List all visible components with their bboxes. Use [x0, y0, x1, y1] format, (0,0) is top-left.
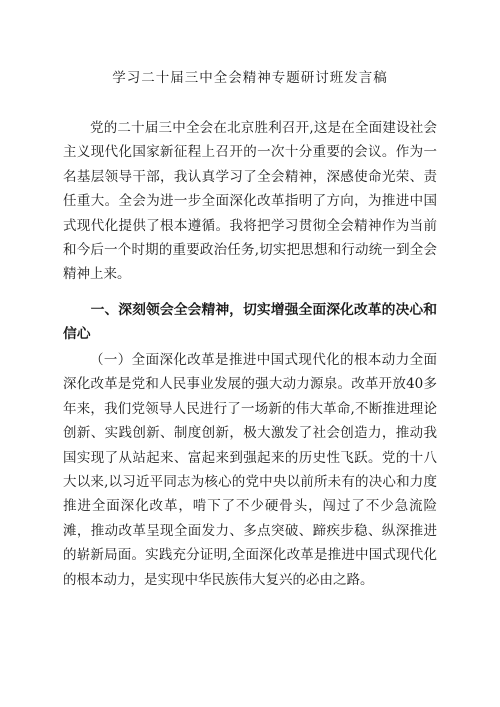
section-heading-1: 一、深刻领会全会精神，切实增强全面深化改革的决心和信心 [63, 302, 437, 343]
paragraph-section-1-1: （一）全面深化改革是推进中国式现代化的根本动力全面深化改革是党和人民事业发展的强大动力源泉。改革开放40多年来，我们党领导人民进行了一场新的伟大革命,不断推进理论创新、实践创新、制度创新，极大激发了社会创造力，推动我国实现了从站起来、富起来到强起来的历史性飞跃。党的十八大以来,以习近平同志为核心的党中央以前所未有的决心和力度推进全面深化改革，啃下了不少硬骨头，闯过了不少急流险滩，推动改革呈现全面发力、多点突破、蹄疾步稳、纵深推进的崭新局面。实践充分证明,全面深化改革是推进中国式现代化的根本动力，是实现中华民族伟大复兴的必由之路。 [63, 352, 437, 588]
document-title: 学习二十届三中全会精神专题研讨班发言稿 [112, 70, 388, 86]
paragraph-intro: 党的二十届三中全会在北京胜利召开,这是在全面建设社会主义现代化国家新征程上召开的一次十分重要的会议。作为一名基层领导干部，我认真学习了全会精神，深感使命光荣、责任重大。全会为进一步全面深化改革指明了方向，为推进中国式现代化提供了根本遵循。我将把学习贯彻全会精神作为当前和今后一个时期的重要政治任务,切实把思想和行动统一到全会精神上来。 [63, 120, 437, 283]
